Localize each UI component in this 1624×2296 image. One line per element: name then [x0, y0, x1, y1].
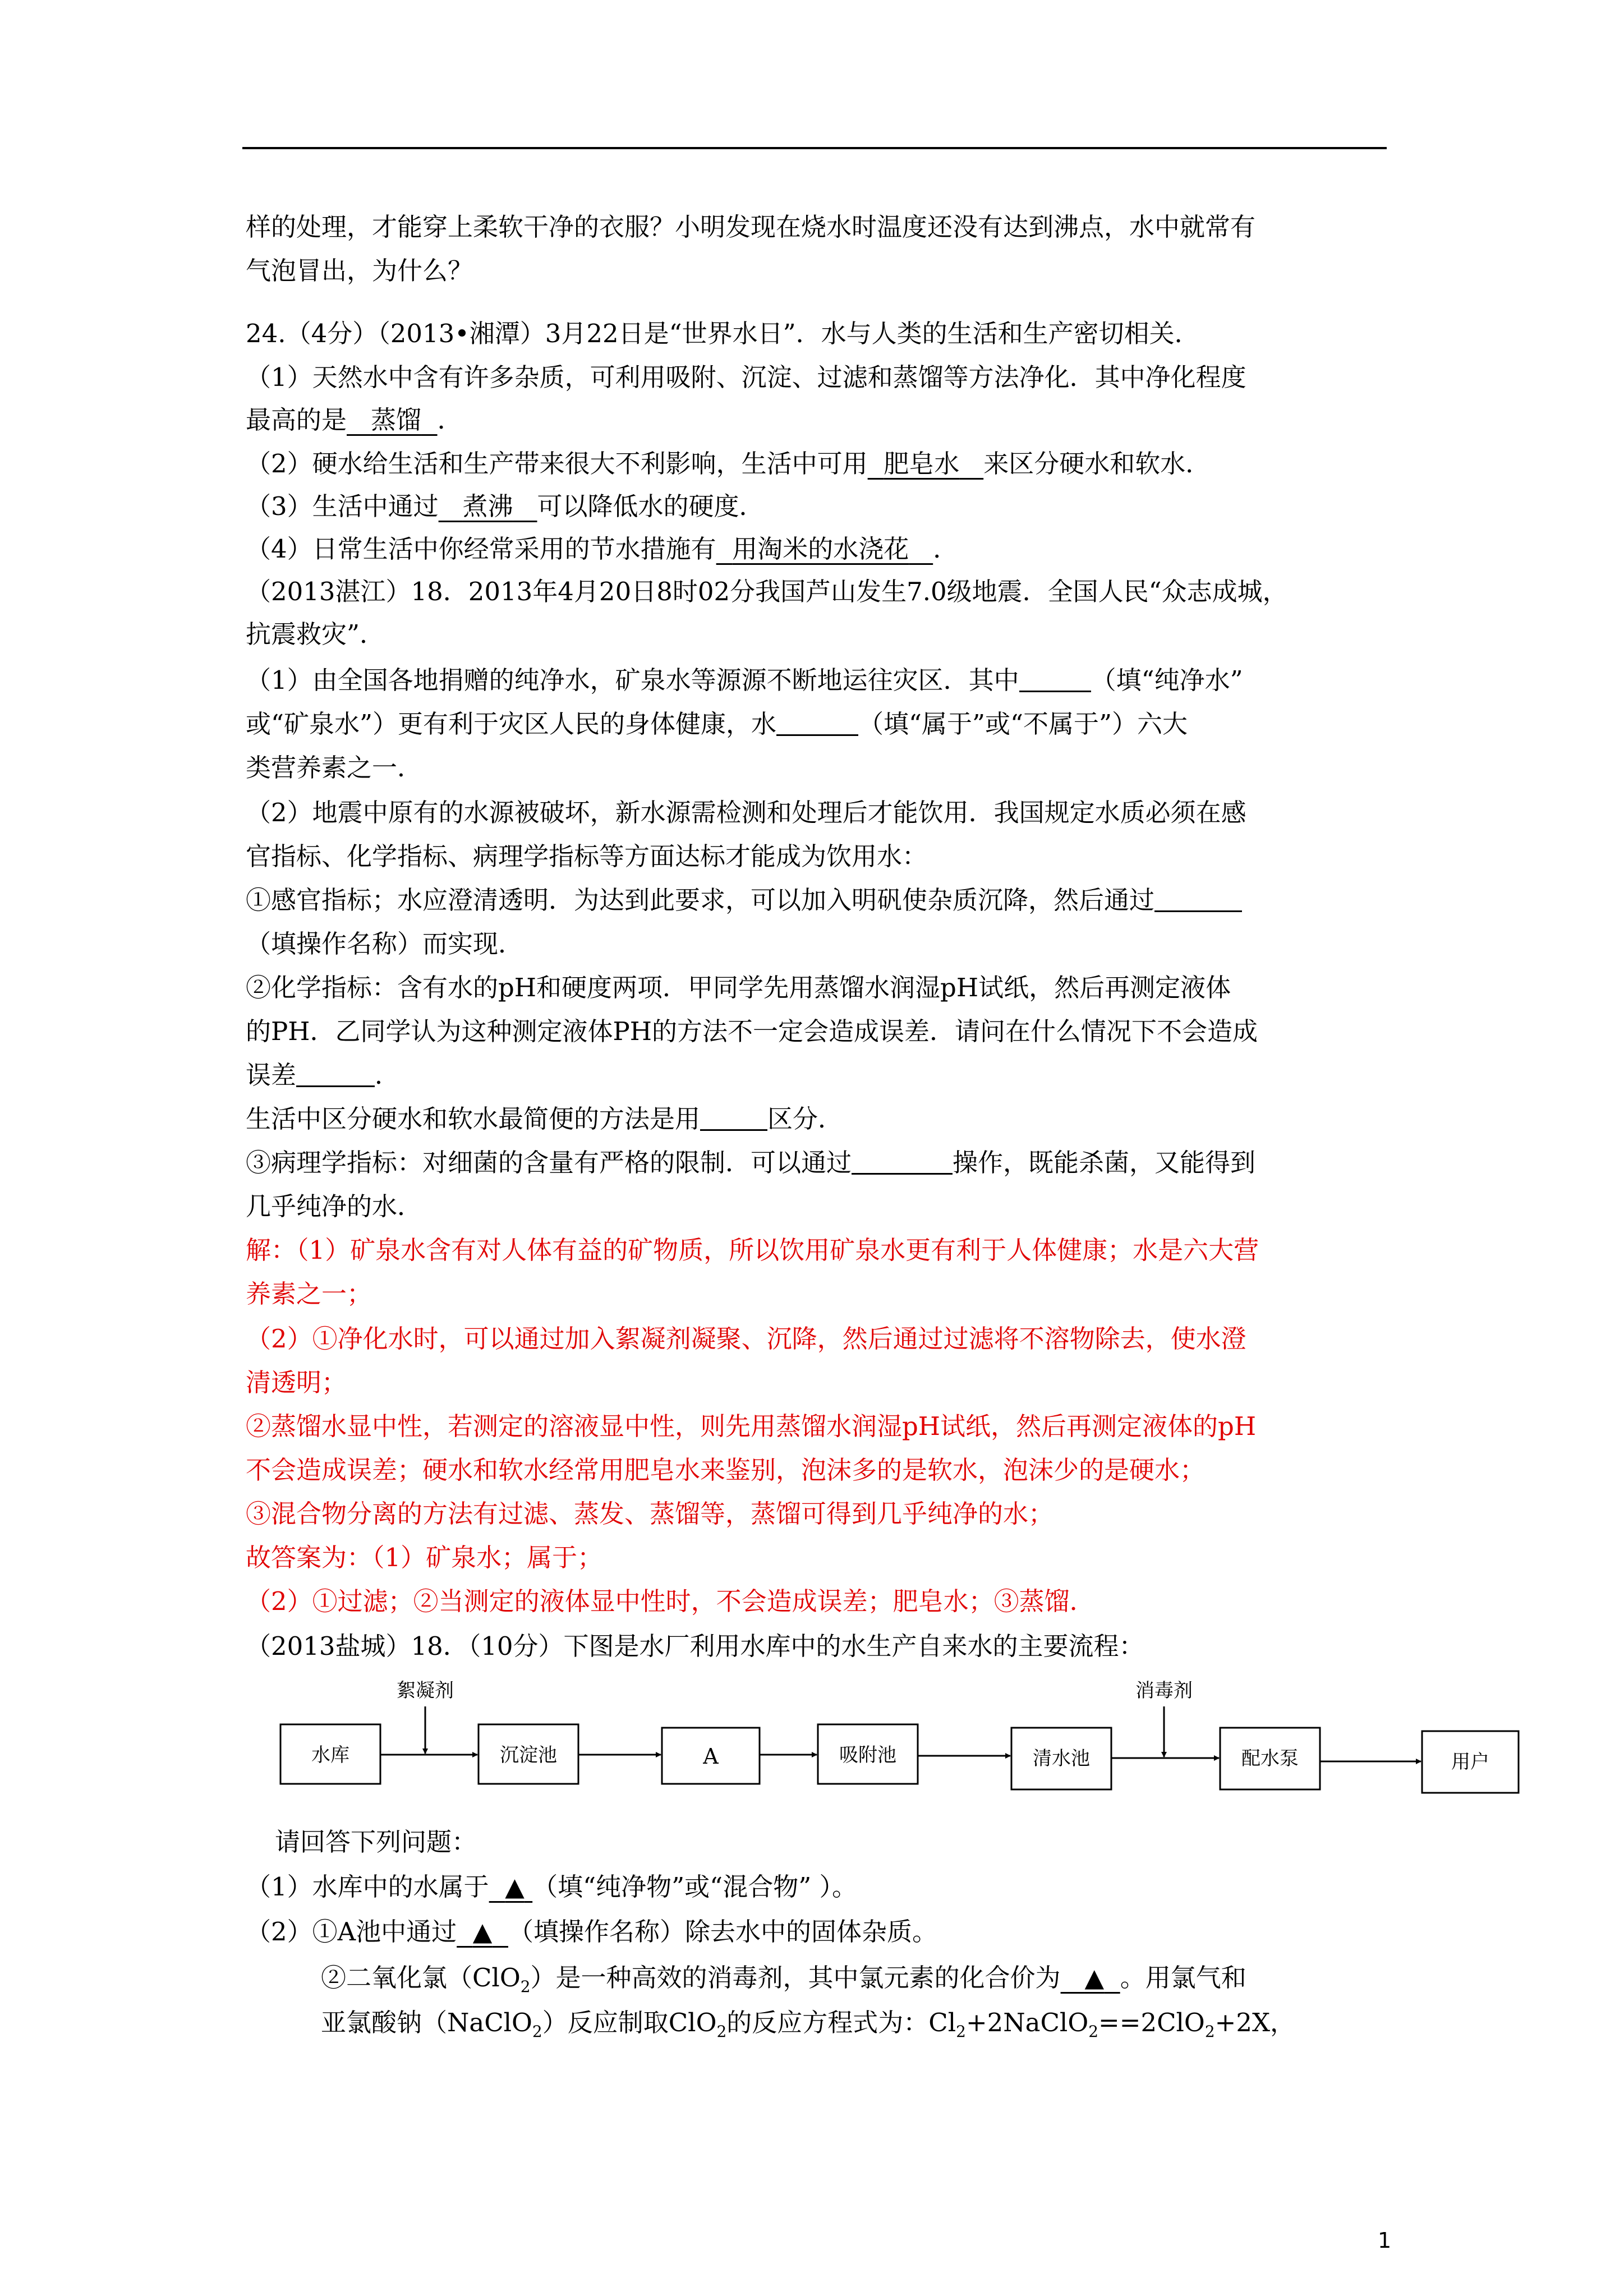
text-line — [321, 2006, 1295, 2049]
answer-blank-triangle — [1061, 1963, 1120, 1993]
subscript: 2 — [1204, 2022, 1215, 2041]
answer-blank[interactable] — [1154, 888, 1242, 912]
text: +2X， — [1214, 2008, 1296, 2037]
subscript: 2 — [956, 2022, 966, 2041]
text-line: 样的处理，才能穿上柔软干净的衣服？小明发现在烧水时温度还没有达到沸点，水中就常有 — [246, 212, 1256, 242]
answer-3 — [439, 491, 537, 521]
solution-line: ③混合物分离的方法有过滤、蒸发、蒸馏等，蒸馏可得到几乎纯净的水； — [246, 1499, 1054, 1529]
question-24-title: 24.（4分）（2013•湘潭）3月22日是“世界水日”．水与人类的生活和生产密切相关． — [246, 319, 1200, 348]
answer-blank[interactable] — [296, 1063, 375, 1087]
text: 亚氯酸钠（NaClO — [321, 2008, 532, 2037]
text: 误差 — [246, 1060, 297, 1090]
solution-line: 不会造成误差；硬水和软水经常用肥皂水来鉴别，泡沫多的是软水，泡沫少的是硬水； — [246, 1455, 1206, 1485]
text-line: 的PH．乙同学认为这种测定液体PH的方法不一定会造成误差．请问在什么情况下不会造成 — [246, 1016, 1258, 1046]
solution-line: 清透明； — [246, 1368, 347, 1397]
flow-box-label: 水库 — [311, 1744, 349, 1766]
answer-blank[interactable] — [776, 712, 858, 736]
answer-1 — [347, 405, 438, 435]
triangle-mark: ▲ — [505, 1872, 525, 1902]
text: +2NaClO — [965, 2008, 1089, 2037]
triangle-mark: ▲ — [1084, 1963, 1105, 1993]
text-line: （填操作名称）而实现． — [246, 929, 524, 959]
text: 的反应方程式为：Cl — [726, 2008, 956, 2037]
text: 生活中区分硬水和软水最简便的方法是用 — [246, 1104, 701, 1134]
text: 来区分硬水和软水． — [983, 449, 1211, 478]
page-number: 1 — [1378, 2228, 1392, 2253]
text-line: 类营养素之一． — [246, 753, 423, 783]
flow-box-label: A — [703, 1744, 719, 1769]
text: （填“纯净物”或“混合物” ）。 — [532, 1872, 857, 1902]
text-line: （2013盐城）18．（10分）下图是水厂利用水库中的水生产自来水的主要流程： — [246, 1631, 1144, 1661]
text-line: （2）地震中原有的水源被破坏，新水源需检测和处理后才能饮用．我国规定水质必须在感 — [246, 798, 1246, 827]
flow-box-label: 用户 — [1451, 1751, 1489, 1773]
text: ③病理学指标：对细菌的含量有严格的限制．可以通过 — [246, 1148, 852, 1177]
subscript: 2 — [532, 2022, 542, 2041]
flow-box-label: 吸附池 — [839, 1744, 896, 1766]
text: ==2ClO — [1098, 2008, 1205, 2037]
text-line — [246, 403, 463, 437]
answer-blank[interactable] — [1019, 668, 1091, 692]
answer-blank[interactable] — [700, 1107, 767, 1131]
flow-box-label: 沉淀池 — [500, 1744, 557, 1766]
text: ）反应制取ClO — [542, 2008, 717, 2037]
flow-input-label: 絮凝剂 — [397, 1680, 454, 1702]
text: （1）由全国各地捐赠的纯净水，矿泉水等源源不断地运往灾区．其中 — [246, 665, 1019, 695]
text-line — [246, 532, 958, 566]
text: 。用氯气和 — [1120, 1963, 1246, 1993]
text-line — [246, 1146, 1255, 1180]
answer-2 — [868, 449, 984, 478]
text-line — [246, 1102, 843, 1136]
punct: ． — [375, 1060, 401, 1090]
text: 可以降低水的硬度． — [537, 491, 765, 521]
text-line: 请回答下列问题： — [275, 1827, 477, 1857]
text: ①感官指标；水应澄清透明．为达到此要求，可以加入明矾使杂质沉降，然后通过 — [246, 885, 1155, 915]
text-line — [246, 1870, 857, 1904]
text: （4）日常生活中你经常采用的节水措施有 — [246, 534, 716, 564]
text: 或“矿泉水”）更有利于灾区人民的身体健康，水 — [246, 709, 777, 739]
text-line: 抗震救灾”． — [246, 619, 385, 649]
text-line: （1）天然水中含有许多杂质，可利用吸附、沉淀、过滤和蒸馏等方法净化．其中净化程度 — [246, 362, 1246, 392]
text-line — [246, 490, 765, 523]
punct: ． — [437, 405, 463, 435]
text: 操作，既能杀菌，又能得到 — [953, 1148, 1256, 1177]
text: （2）①A池中通过 — [246, 1917, 457, 1947]
text-line — [246, 707, 1188, 741]
text-line — [321, 1961, 1246, 2004]
text-line — [246, 664, 1243, 697]
answer-text: 用淘米的水浇花 — [732, 534, 909, 564]
text: （3）生活中通过 — [246, 491, 439, 521]
solution-line: （2）①净化水时，可以通过加入絮凝剂凝聚、沉降，然后通过过滤将不溶物除去，使水澄 — [246, 1324, 1246, 1354]
text-line: 几乎纯净的水． — [246, 1191, 423, 1221]
answer-text: 肥皂水 — [884, 449, 960, 478]
text-line: 官指标、化学指标、病理学指标等方面达标才能成为饮用水： — [246, 841, 928, 871]
flow-box-label: 配水泵 — [1241, 1747, 1299, 1770]
text: （填“纯净水” — [1091, 665, 1243, 695]
solution-line: ②蒸馏水显中性，若测定的溶液显中性，则先用蒸馏水润湿pH试纸，然后再测定液体的pH — [246, 1411, 1257, 1441]
answer-blank-triangle — [489, 1872, 533, 1902]
text: ②二氧化氯（ClO — [321, 1963, 521, 1993]
text-line — [246, 1915, 937, 1949]
text-line: （2013湛江）18．2013年4月20日8时02分我国芦山发生7.0级地震．全国人民“众志成城， — [246, 577, 1288, 606]
text: （填“属于”或“不属于”）六大 — [858, 709, 1188, 739]
answer-text: 煮沸 — [462, 491, 513, 521]
text-line: 气泡冒出，为什么？ — [246, 256, 473, 286]
text: 区分． — [767, 1104, 844, 1134]
text: 最高的是 — [246, 405, 347, 435]
text: ）是一种高效的消毒剂，其中氯元素的化合价为 — [530, 1963, 1061, 1993]
triangle-mark: ▲ — [472, 1917, 493, 1947]
text: （2）硬水给生活和生产带来很大不利影响，生活中可用 — [246, 449, 868, 478]
text: （1）水库中的水属于 — [246, 1872, 489, 1902]
answer-text: 蒸馏 — [370, 405, 421, 435]
solution-line: 养素之一； — [246, 1279, 372, 1309]
answer-blank[interactable] — [852, 1151, 953, 1175]
subscript: 2 — [520, 1977, 531, 1996]
text: （填操作名称）除去水中的固体杂质。 — [508, 1917, 937, 1947]
text-line: ②化学指标：含有水的pH和硬度两项．甲同学先用蒸馏水润湿pH试纸，然后再测定液体 — [246, 973, 1231, 1002]
flow-input-label: 消毒剂 — [1135, 1680, 1193, 1702]
solution-line: 故答案为：（1）矿泉水；属于； — [246, 1543, 603, 1572]
header-rule — [242, 147, 1387, 149]
solution-line: （2）①过滤；②当测定的液体显中性时，不会造成误差；肥皂水；③蒸馏． — [246, 1586, 1095, 1616]
punct: ． — [933, 534, 959, 564]
solution-line: 解：（1）矿泉水含有对人体有益的矿物质，所以饮用矿泉水更有利于人体健康；水是六大营 — [246, 1235, 1259, 1265]
text-line — [246, 884, 1242, 917]
answer-4 — [716, 534, 933, 564]
subscript: 2 — [716, 2022, 727, 2041]
text-line — [246, 1059, 400, 1092]
flow-box-label: 清水池 — [1033, 1747, 1090, 1770]
water-treatment-flowchart — [269, 1672, 1537, 1823]
subscript: 2 — [1088, 2022, 1099, 2041]
answer-blank-triangle — [457, 1917, 508, 1947]
text-line — [246, 447, 1211, 481]
